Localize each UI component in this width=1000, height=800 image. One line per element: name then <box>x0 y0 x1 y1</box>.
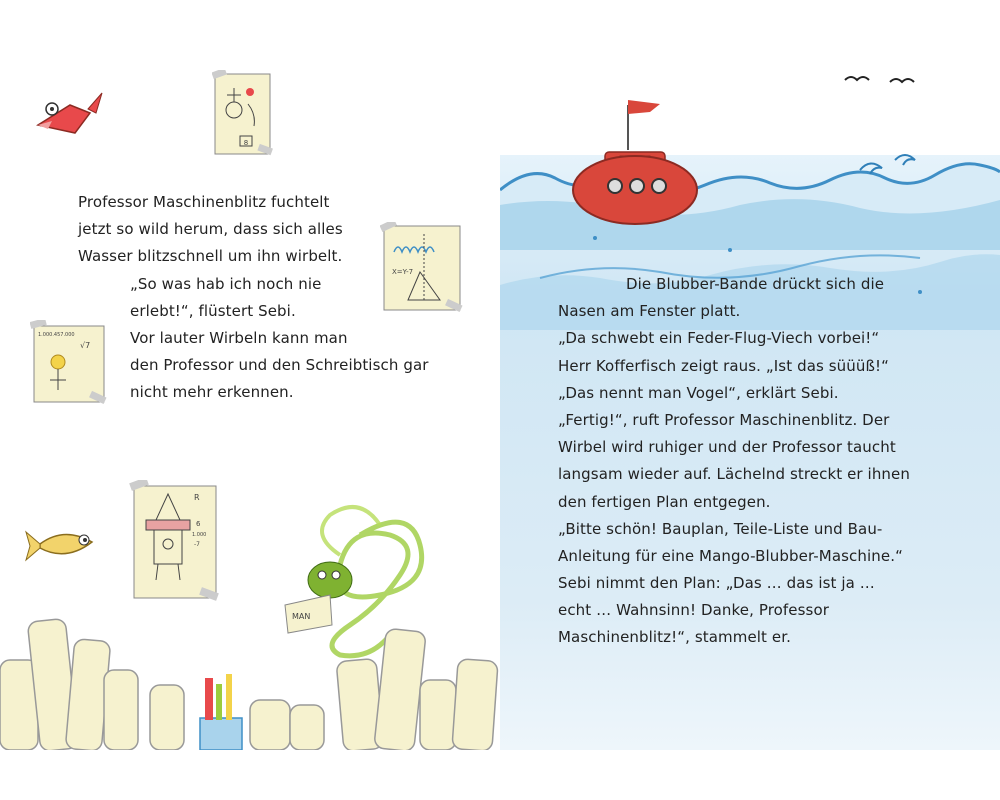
svg-text:MAN: MAN <box>292 612 311 621</box>
text-line: erlebt!“, flüstert Sebi. <box>130 301 296 320</box>
rocket-fish-illustration <box>30 85 110 145</box>
right-page-text <box>558 271 910 652</box>
text-line: Professor Maschinenblitz fuchtelt <box>78 193 330 211</box>
text-line: langsam wieder auf. Lächelnd streckt er ihnen <box>558 465 910 484</box>
svg-text:√7: √7 <box>80 341 91 350</box>
text-line: Nasen am Fenster platt. <box>558 302 741 321</box>
text-line: den fertigen Plan entgegen. <box>558 492 771 511</box>
text-line: „Fertig!“, ruft Professor Maschinenblitz. Der <box>558 410 890 429</box>
text-line: nicht mehr erkennen. <box>130 383 294 402</box>
svg-text:1.000: 1.000 <box>192 532 207 538</box>
left-page-text <box>78 189 429 407</box>
text-line: Wasser blitzschnell um ihn wirbelt. <box>78 247 343 266</box>
text-line: „So was hab ich noch nie <box>130 274 322 293</box>
svg-text:1.000.457.000: 1.000.457.000 <box>38 332 75 338</box>
fish-illustration <box>22 520 112 570</box>
svg-text:6: 6 <box>196 520 201 528</box>
text-line: Wirbel wird ruhiger und der Professor taucht <box>558 438 896 457</box>
svg-text:R: R <box>194 493 200 502</box>
sketch-paper-illustration <box>212 70 274 158</box>
scroll-pile-illustration <box>0 600 500 750</box>
text-line: Herr Kofferfisch zeigt raus. „Ist das süüüß!“ <box>558 356 890 375</box>
text-line: „Da schwebt ein Feder-Flug-Viech vorbei!“ <box>558 329 880 348</box>
text-line: Vor lauter Wirbeln kann man <box>130 328 348 347</box>
bird-icon <box>890 79 914 82</box>
svg-text:-7: -7 <box>194 541 200 548</box>
bird-icon <box>845 77 869 80</box>
text-line: Anleitung für eine Mango-Blubber-Maschine.“ <box>558 546 903 565</box>
rocket-plan-illustration <box>128 480 222 604</box>
svg-text:X=Y-7: X=Y-7 <box>392 268 414 276</box>
text-line: „Bitte schön! Bauplan, Teile-Liste und Bau- <box>558 519 883 538</box>
submarine-illustration <box>573 100 697 224</box>
text-line: jetzt so wild herum, dass sich alles <box>78 220 343 239</box>
text-line: Sebi nimmt den Plan: „Das … das ist ja … <box>558 574 875 593</box>
svg-text:8: 8 <box>243 139 249 147</box>
text-line: echt … Wahnsinn! Danke, Professor <box>558 601 829 620</box>
text-line: Die Blubber-Bande drückt sich die <box>626 275 885 293</box>
text-line: „Das nennt man Vogel“, erklärt Sebi. <box>558 383 839 402</box>
text-line: Maschinenblitz!“, stammelt er. <box>558 628 791 647</box>
text-line: den Professor und den Schreibtisch gar <box>130 356 429 375</box>
